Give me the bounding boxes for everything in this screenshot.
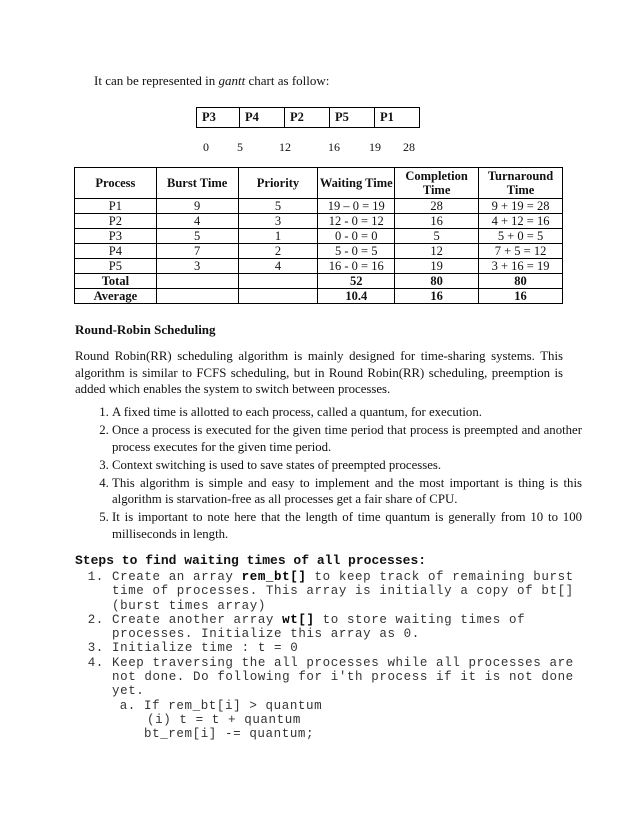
table-cell: 16 - 0 = 16 (318, 259, 395, 274)
step-text: Create another array (112, 612, 283, 627)
table-cell: P2 (75, 214, 157, 229)
table-cell: 3 (156, 259, 238, 274)
step-text: Create an array (112, 570, 242, 584)
gantt-cell: P1 (380, 110, 394, 124)
step-item (112, 656, 582, 742)
sub-steps-list (112, 699, 582, 742)
intro-sentence (94, 73, 329, 89)
section-heading: Round-Robin Scheduling (75, 322, 216, 337)
table-cell: 19 – 0 = 19 (318, 199, 395, 214)
table-cell: 0 - 0 = 0 (318, 229, 395, 244)
step-item (112, 613, 582, 642)
intro-suffix: chart as follow: (245, 73, 330, 88)
table-cell: 4 (156, 214, 238, 229)
sub-step-text: bt_rem[i] -= quantum; (144, 727, 315, 742)
table-row (75, 214, 563, 229)
table-cell: 7 + 5 = 12 (479, 244, 563, 259)
table-cell: 5 (395, 229, 479, 244)
gantt-tick: 16 (328, 140, 340, 154)
steps-list (94, 570, 582, 742)
table-cell: 16 (395, 214, 479, 229)
section-paragraph: Round Robin(RR) scheduling algorithm is mainly designed for time-sharing systems. This algorithm is similar to FCFS scheduling, but in Round Robin(RR) scheduling, preemption is added which enables the system to switch between processes. (75, 349, 563, 396)
table-cell: 52 (318, 274, 395, 289)
table-cell (156, 289, 238, 304)
table-row (75, 244, 563, 259)
code-keyword: rem_bt[] (241, 570, 307, 584)
table-cell (156, 274, 238, 289)
step-text: Keep traversing the all processes while all processes are not done. Do following for i'th process if it is not done yet. (112, 655, 574, 699)
list-item: 5. It is important to note here that the length of time quantum is generally from 10 to 100 milliseconds in length. (112, 509, 582, 542)
step-text: to store waiting times of processes. Initialize this array as 0. (112, 612, 526, 642)
table-row (75, 259, 563, 274)
gantt-tick: 0 (203, 140, 209, 154)
table-cell (238, 274, 318, 289)
table-header: Process (75, 168, 157, 199)
table-cell: 9 (156, 199, 238, 214)
table-cell: 80 (395, 274, 479, 289)
table-cell: 4 (238, 259, 318, 274)
table-cell: P1 (75, 199, 157, 214)
sub-step-item (144, 699, 582, 742)
steps-heading: Steps to find waiting times of all processes: (75, 553, 427, 568)
rr-points-list (94, 404, 582, 544)
table-total-row (75, 274, 563, 289)
table-cell: P5 (75, 259, 157, 274)
step-text: to keep track of remaining burst time of processes. This array is initially a copy of bt[] (burst times array) (112, 570, 574, 613)
table-cell: 3 (238, 214, 318, 229)
table-cell: 10.4 (318, 289, 395, 304)
scheduling-table (74, 167, 563, 304)
table-row (75, 199, 563, 214)
table-cell: 5 (156, 229, 238, 244)
table-header: Burst Time (156, 168, 238, 199)
table-cell: 2 (238, 244, 318, 259)
table-cell: 5 + 0 = 5 (479, 229, 563, 244)
table-header: Turnaround Time (479, 168, 563, 199)
sub-step-text: a. If rem_bt[i] > quantum (144, 698, 323, 713)
table-cell: 9 + 19 = 28 (479, 199, 563, 214)
table-cell: 28 (395, 199, 479, 214)
table-header: Completion Time (395, 168, 479, 199)
list-item: 1. A fixed time is allotted to each process, called a quantum, for execution. (112, 404, 582, 421)
gantt-cell: P4 (240, 108, 285, 127)
table-cell: 3 + 16 = 19 (479, 259, 563, 274)
intro-italic: gantt (218, 73, 246, 88)
table-cell: 19 (395, 259, 479, 274)
table-header: Priority (238, 168, 318, 199)
table-cell: 12 - 0 = 12 (318, 214, 395, 229)
table-cell: 16 (479, 289, 563, 304)
list-item: 4. This algorithm is simple and easy to implement and the most important is thing is this algorithm is starvation-free as all processes get a fair share of CPU. (112, 475, 582, 508)
table-cell: P4 (75, 244, 157, 259)
code-keyword: wt[] (282, 612, 315, 627)
gantt-tick: 12 (279, 140, 291, 154)
gantt-tick: 5 (237, 140, 243, 154)
gantt-tick: 28 (403, 140, 415, 154)
intro-prefix: It can be represented in (94, 73, 219, 88)
table-cell: Total (75, 274, 157, 289)
gantt-cell: P2 (285, 108, 330, 127)
step-item: 3. Initialize time : t = 0 (112, 641, 582, 655)
table-cell: 16 (395, 289, 479, 304)
list-item: 2. Once a process is executed for the given time period that process is preempted and another process executes for the given time period. (112, 422, 582, 455)
table-cell: 7 (156, 244, 238, 259)
table-header-row (75, 168, 563, 199)
table-cell: Average (75, 289, 157, 304)
gantt-cell: P3 (197, 108, 240, 127)
gantt-cell: P5 (330, 108, 375, 127)
table-cell: 80 (479, 274, 563, 289)
sub-step-text: (i) t = t + quantum (147, 712, 301, 727)
table-cell: 12 (395, 244, 479, 259)
table-cell: P3 (75, 229, 157, 244)
step-item (112, 570, 582, 613)
table-cell: 1 (238, 229, 318, 244)
table-cell: 5 - 0 = 5 (318, 244, 395, 259)
gantt-chart (196, 107, 420, 128)
table-row (75, 229, 563, 244)
list-item: 3. Context switching is used to save states of preempted processes. (112, 457, 582, 474)
table-average-row (75, 289, 563, 304)
gantt-tick: 19 (369, 140, 381, 154)
table-header: Waiting Time (318, 168, 395, 199)
table-cell: 5 (238, 199, 318, 214)
table-cell: 4 + 12 = 16 (479, 214, 563, 229)
table-cell (238, 289, 318, 304)
